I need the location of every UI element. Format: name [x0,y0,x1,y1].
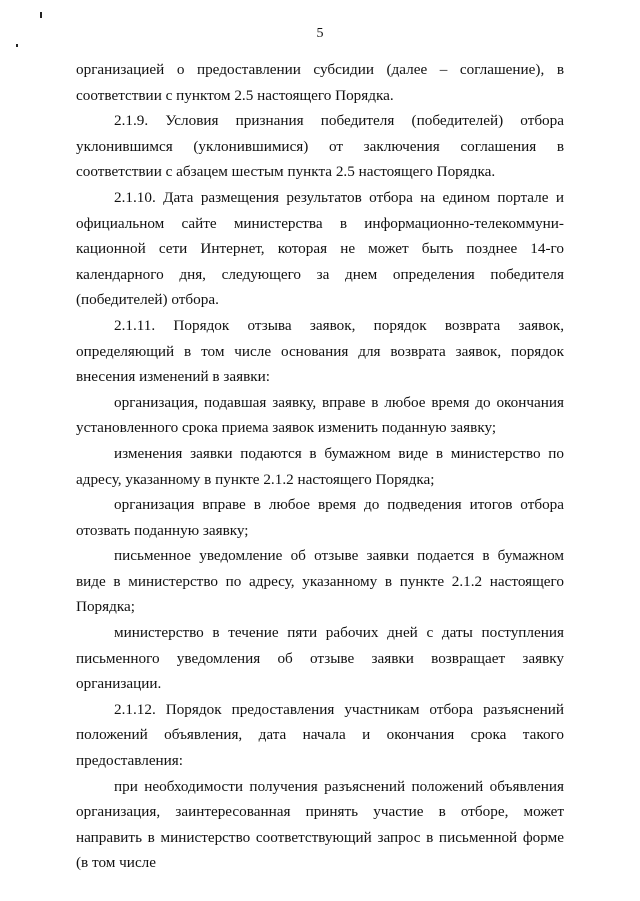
paragraph: организацией о предоставлении субсидии (далее – соглашение), в соответствии с пунктом 2.5 настоящего Порядка. [76,61,564,104]
paragraph: 2.1.10. Дата размещения результатов отбора на едином портале и официальном сайте министерства в информационно-телекоммуни-кационной сети Интернет, которая не может быть позднее 14-го календарного дня, следующего за днем определения победителя (победителей) отбора. [76,188,564,309]
scan-mark [16,44,18,47]
paragraph: письменное уведомление об отзыве заявки подается в бумажном виде в министерство по адресу, указанному в пункте 2.1.2 настоящего Порядка; [76,547,564,616]
paragraph: организация вправе в любое время до подведения итогов отбора отозвать поданную заявку; [76,496,564,539]
page-number: 5 [316,26,324,41]
document-body [76,57,564,876]
paragraph: при необходимости получения разъяснений положений объявления организация, заинтересованная принять участие в отборе, может направить в министерство соответствующий запрос в письменной форме (в том числе [76,777,564,872]
paragraph: организация, подавшая заявку, вправе в любое время до окончания установленного срока приема заявок изменить поданную заявку; [76,393,564,437]
paragraph: министерство в течение пяти рабочих дней с даты поступления письменного уведомления об отзыве заявки возвращает заявку организации. [76,624,564,693]
paragraph: изменения заявки подаются в бумажном виде в министерство по адресу, указанному в пункте 2.1.2 настоящего Порядка; [76,444,564,488]
paragraph: 2.1.12. Порядок предоставления участникам отбора разъяснений положений объявления, дата начала и окончания срока такого предоставления: [76,700,564,770]
scan-mark [40,12,42,18]
paragraph: 2.1.11. Порядок отзыва заявок, порядок возврата заявок, определяющий в том числе основания для возврата заявок, порядок внесения изменений в заявки: [76,316,564,386]
paragraph: 2.1.9. Условия признания победителя (победителей) отбора уклонившимся (уклонившимися) от заключения соглашения в соответствии с абзацем шестым пункта 2.5 настоящего Порядка. [76,112,564,181]
